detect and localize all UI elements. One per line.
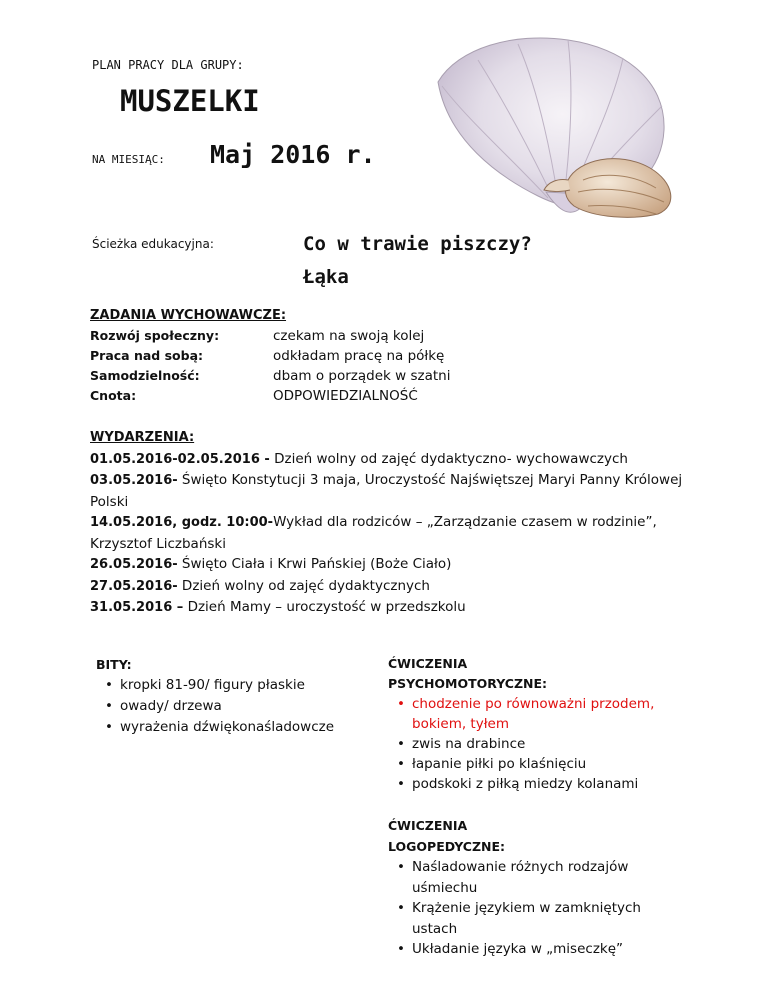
psychomotor-title-1: ĆWICZENIA [388, 656, 468, 671]
task-value: ODPOWIEDZIALNOŚĆ [273, 388, 418, 404]
plan-label: PLAN PRACY DLA GRUPY: [92, 58, 244, 72]
event-date: 14.05.2016, godz. 10:00- [90, 515, 274, 530]
event-date: 01.05.2016-02.05.2016 - [90, 451, 270, 467]
list-item: • kropki 81-90/ figury płaskie [96, 675, 334, 696]
bits-title: BITY: [96, 657, 132, 672]
event-item [90, 449, 710, 471]
list-item: • owady/ drzewa [96, 696, 334, 717]
task-value: czekam na swoją kolej [273, 328, 425, 344]
event-date: 27.05.2016- [90, 578, 178, 594]
list-item: • wyrażenia dźwiękonaśladowcze [96, 717, 334, 738]
list-item-highlighted: • chodzenie po równoważni przodem, bokiem, tyłem [388, 694, 688, 734]
events-section [90, 428, 710, 619]
tasks-title: ZADANIA WYCHOWAWCZE: [90, 308, 287, 323]
speech-title-2: LOGOPEDYCZNE: [388, 838, 506, 854]
task-value: odkładam pracę na półkę [273, 348, 445, 364]
list-item: • podskoki z piłką miedzy kolanami [388, 774, 688, 794]
event-text: Święto Konstytucji 3 maja, Uroczystość Najświętszej Maryi Panny Królowej Polski [90, 472, 683, 510]
task-row [90, 386, 450, 406]
task-row [90, 366, 450, 386]
list-item: • Krążenie językiem w zamkniętych ustach [388, 898, 688, 939]
event-date: 26.05.2016- [90, 557, 178, 572]
event-item [90, 576, 710, 598]
event-text: Dzień wolny od zajęć dydaktyczno- wychowawczych [269, 450, 628, 467]
month-value: Maj 2016 r. [210, 140, 376, 169]
event-text: Dzień wolny od zajęć dydaktycznych [177, 577, 430, 594]
path-label: Ścieżka edukacyjna: [92, 237, 214, 251]
tasks-section [90, 306, 450, 406]
event-date: 31.05.2016 – [90, 600, 184, 615]
psychomotor-section [388, 654, 688, 794]
event-text: Wykład dla rodziców – „Zarządzanie czasem w rodzinie”, Krzysztof Liczbański [90, 514, 657, 552]
event-text: Święto Ciała i Krwi Pańskiej (Boże Ciało) [177, 556, 452, 572]
seashell-illustration [418, 20, 688, 220]
task-key: Praca nad sobą: [90, 348, 204, 363]
path-line-2: Łąka [303, 266, 349, 288]
list-item: • Układanie języka w „miseczkę” [388, 939, 688, 960]
bits-section [96, 654, 334, 738]
list-item: • zwis na drabince [388, 734, 688, 754]
path-value [303, 228, 532, 294]
speech-list [388, 857, 688, 960]
psychomotor-list [388, 694, 688, 794]
bits-list [96, 675, 334, 738]
event-item [90, 512, 710, 554]
task-row [90, 346, 450, 366]
speech-section [388, 816, 688, 960]
task-key: Samodzielność: [90, 368, 200, 383]
list-item: • Naśladowanie różnych rodzajów uśmiechu [388, 857, 688, 898]
task-value: dbam o porządek w szatni [273, 368, 451, 384]
path-line-1: Co w trawie piszczy? [303, 233, 532, 255]
task-row [90, 326, 450, 346]
event-item [90, 470, 710, 512]
task-key: Rozwój społeczny: [90, 328, 220, 343]
event-item [90, 597, 710, 619]
list-item: • łapanie piłki po klaśnięciu [388, 754, 688, 774]
event-date: 03.05.2016- [90, 473, 178, 488]
events-title: WYDARZENIA: [90, 430, 195, 445]
month-label: NA MIESIĄC: [92, 153, 165, 166]
task-key: Cnota: [90, 388, 137, 403]
group-name: MUSZELKI [120, 84, 260, 118]
speech-title-1: ĆWICZENIA [388, 818, 468, 833]
event-item [90, 554, 710, 576]
psychomotor-title-2: PSYCHOMOTORYCZNE: [388, 676, 548, 691]
event-text: Dzień Mamy – uroczystość w przedszkolu [183, 599, 466, 615]
